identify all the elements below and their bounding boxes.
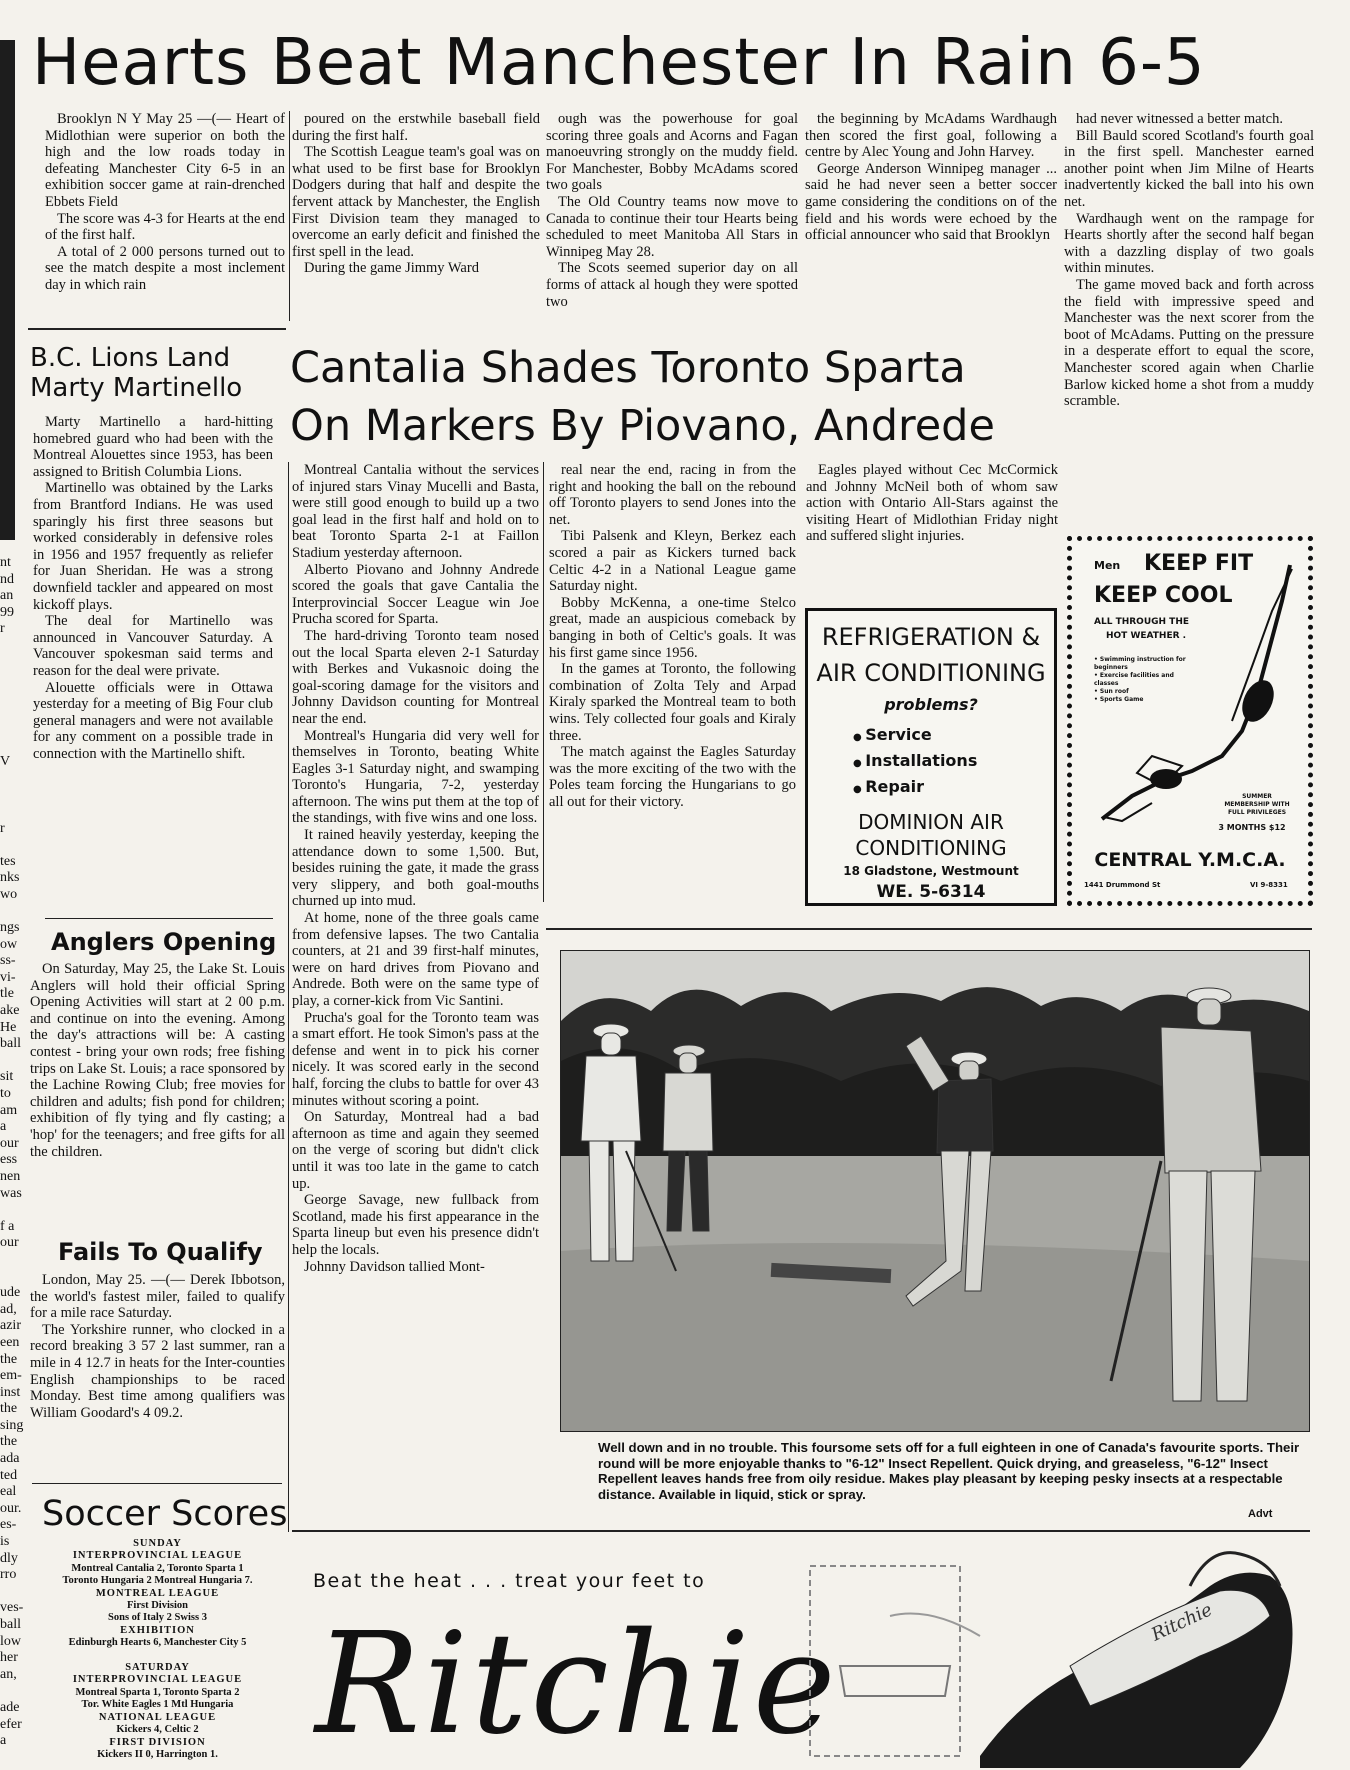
edge-fragment: ngs <box>0 920 20 936</box>
edge-fragment: V <box>0 754 11 770</box>
scores-heading: NATIONAL LEAGUE <box>98 1711 217 1723</box>
edge-fragment: a <box>0 1733 7 1749</box>
ymca-keep-fit: KEEP FIT <box>1144 551 1254 576</box>
edge-fragment: ake <box>0 1003 20 1019</box>
photo-caption: Well down and in no trouble. This foursome sets off for a full eighteen in one of Canada's favourite sports. Their round will be more enjoyable thanks to "6-12" Insect Repellent. Quick drying, and greaseless, "6-12" Insect Repellent leaves hands free from oily residue. Makes play pleasant by keeping pesky insects at a respectable distance. Available in liquid, stick or spray. <box>598 1440 1300 1502</box>
scores-line: First Division <box>127 1600 188 1612</box>
section-divider <box>28 328 286 330</box>
edge-fragment: our <box>0 1135 19 1151</box>
edge-fragment <box>0 688 24 705</box>
scores-heading: EXHIBITION <box>120 1624 195 1636</box>
edge-fragment: the <box>0 1401 18 1417</box>
edge-fragment: r <box>0 820 5 836</box>
paragraph: Marty Martinello a hard-hitting homebred guard who had been with the Montreal Alouettes since 1953, has been assigned to British Columbia Lions. <box>33 414 273 480</box>
edge-fragment: am <box>0 1102 18 1118</box>
paragraph: The Yorkshire runner, who clocked in a record breaking 3 57 2 last summer, ran a mile in 4 12.7 in heats for the Inter-counties English championships to be raced Monday. Best time among qualifiers was William Goodard's 4 09.2. <box>30 1321 285 1421</box>
edge-fragment: dly <box>0 1550 18 1566</box>
edge-fragment: wo <box>0 886 18 902</box>
paragraph: A total of 2 000 persons turned out to see the match despite a most inclement day in which rain <box>45 243 285 293</box>
edge-fragment: the <box>0 1434 18 1450</box>
cantalia-headline-2: On Markers By Piovano, Andrede <box>290 401 995 451</box>
edge-fragment: een <box>0 1334 20 1350</box>
edge-fragment <box>0 738 24 755</box>
edge-fragment: inst <box>0 1384 21 1400</box>
refrig-service-label: Repair <box>865 777 925 796</box>
edge-fragment: ude <box>0 1285 21 1301</box>
paragraph: At home, none of the three goals came from defensive lapses. The two Cantalia counters, at 21 and 39 first-half minutes, were on hard drives from Piovano and Andrede. Both were on the same type of play, a corner-kick from Vic Santini. <box>292 910 539 1009</box>
paragraph: had never witnessed a better match. <box>1076 111 1283 127</box>
paragraph: Tibi Palsenk and Kleyn, Berkez each scored a pair as Kickers turned back Celtic 4-2 in a National League game Saturday night. <box>549 528 796 595</box>
ymca-keep-cool: KEEP COOL <box>1094 583 1233 608</box>
section-divider <box>32 1483 282 1484</box>
paragraph: real near the end, racing in from the right and hooking the ball on the rebound off Toronto players to send Jones into the net. <box>549 462 796 528</box>
edge-fragment <box>0 903 24 920</box>
edge-fragment <box>0 655 24 672</box>
scores-line: Kickers II 0, Harrington 1. <box>97 1748 218 1760</box>
column-rule <box>289 111 290 321</box>
edge-fragment: a <box>0 1119 7 1135</box>
ymca-feature: • Exercise facilities and classes <box>1094 672 1174 687</box>
golf-photo-image <box>561 951 1309 1431</box>
edge-fragment <box>0 1683 24 1700</box>
hearts-column-1 <box>45 111 285 325</box>
ymca-feature: • Swimming instruction for beginners <box>1094 656 1186 671</box>
column-rule <box>288 462 289 1532</box>
edge-fragment: an <box>0 588 14 604</box>
scores-line: Kickers 4, Celtic 2 <box>116 1724 199 1736</box>
edge-fragment: is <box>0 1534 10 1550</box>
edge-fragment <box>0 787 24 804</box>
ritchie-brand: Ritchie <box>315 1603 839 1766</box>
cantalia-headline-1: Cantalia Shades Toronto Sparta <box>290 343 966 393</box>
edge-fragment <box>0 638 24 655</box>
ymca-address: 1441 Drummond St <box>1084 881 1161 889</box>
paragraph: Bobby McKenna, a one-time Stelco great, made an auspicious comeback by banging in both of Celtic's goals. It was his first game since 1956. <box>549 594 796 661</box>
ritchie-tagline: Beat the heat . . . treat your feet to <box>313 1570 706 1592</box>
scores-heading: INTERPROVINCIAL LEAGUE <box>72 1674 243 1686</box>
photo-advt: Advt <box>1248 1508 1273 1520</box>
hearts-column-3 <box>546 111 798 325</box>
paragraph: The score was 4-3 for Hearts at the end of the first half. <box>45 210 285 244</box>
main-headline: Hearts Beat Manchester In Rain 6-5 <box>32 26 1206 100</box>
lions-body <box>33 414 273 912</box>
ymca-name: CENTRAL Y.M.C.A. <box>1094 849 1286 871</box>
refrig-phone: WE. 5-6314 <box>876 882 986 902</box>
bullet-icon: ● <box>853 758 866 769</box>
paragraph: Montreal's Hungaria did very well for themselves in Toronto, beating White Eagles 3-1 Saturday night, and swamping Toronto's Hungaria, 7-2, yesterday afternoon. The wins put them at the top of the standings, with five wins and one loss. <box>292 727 539 827</box>
scores-heading: MONTREAL LEAGUE <box>95 1587 220 1599</box>
edge-fragment <box>0 704 24 721</box>
section-divider <box>292 1530 1310 1532</box>
refrig-address: 18 Gladstone, Westmount <box>843 864 1019 878</box>
refrig-company-1: DOMINION AIR <box>858 810 1004 834</box>
edge-fragment <box>0 771 24 788</box>
paragraph: Bill Bauld scored Scotland's fourth goal in the first spell. Manchester earned another point when Jim Milne of Hearts inadvertently kicked the ball into his own net. <box>1064 127 1314 210</box>
edge-fragment: our. <box>0 1500 22 1516</box>
edge-fragment: He <box>0 1019 17 1035</box>
lions-headline: B.C. Lions Land Marty Martinello <box>30 343 243 403</box>
scores-line: Edinburgh Hearts 6, Manchester City 5 <box>68 1637 247 1649</box>
edge-fragment: sit <box>0 1069 14 1085</box>
edge-fragment: em- <box>0 1368 22 1384</box>
edge-fragment: azir <box>0 1318 21 1334</box>
scores-line: Montreal Cantalia 2, Toronto Sparta 1 <box>71 1562 244 1574</box>
scores-heading: SUNDAY <box>133 1538 182 1549</box>
scores-line: Sons of Italy 2 Swiss 3 <box>108 1612 207 1624</box>
ymca-hot: HOT WEATHER . <box>1106 631 1187 641</box>
scores-headline: Soccer Scores <box>42 1494 288 1534</box>
cantalia-column-3 <box>806 462 1058 592</box>
edge-fragment <box>0 721 24 738</box>
edge-fragment: to <box>0 1086 11 1101</box>
ymca-ad <box>1067 536 1313 906</box>
ymca-price: 3 MONTHS $12 <box>1218 823 1286 832</box>
refrig-service-item <box>853 723 1054 749</box>
edge-fragment: eal <box>0 1484 17 1500</box>
edge-fragment: tes <box>0 853 16 869</box>
hearts-column-5 <box>1064 111 1314 506</box>
edge-fragment: 99 <box>0 604 14 620</box>
paragraph: The match against the Eagles Saturday was the more exciting of the two with the Poles team forcing the Hungarians to go all out for their victory. <box>549 744 796 810</box>
paragraph: During the game Jimmy Ward <box>304 260 479 277</box>
refrig-company-2: CONDITIONING <box>855 836 1007 860</box>
paragraph: Prucha's goal for the Toronto team was a smart effort. He took Simon's pass at the defense and went in to pick his corner nicely. It was scored early in the second half, forcing the clubs to battle for over 43 minutes without scoring a point. <box>292 1009 539 1109</box>
edge-fragment: nen <box>0 1168 21 1184</box>
edge-fragment <box>0 804 24 821</box>
paragraph: Alberto Piovano and Johnny Andrede scored the goals that gave Cantalia the Interprovincial Soccer League win Joe Prucha scored for Sparta. <box>292 561 539 628</box>
paragraph: ough was the powerhouse for goal scoring three goals and Acorns and Fagan manoeuvring strongly on the muddy field. For Manchester, Bobby McAdams scored two goals <box>546 111 798 194</box>
hearts-column-2 <box>292 111 540 325</box>
edge-fragment: rro <box>0 1567 17 1583</box>
refrig-title-1: REFRIGERATION & <box>821 623 1041 651</box>
edge-fragment: ball <box>0 1036 21 1052</box>
scores-line: Montreal Sparta 1, Toronto Sparta 2 <box>75 1686 240 1698</box>
edge-fragment: efer <box>0 1716 22 1732</box>
cantalia-column-1 <box>292 462 539 1528</box>
column-rule <box>543 462 544 902</box>
edge-fragment: the <box>0 1351 18 1367</box>
edge-fragment: ss- <box>0 953 16 969</box>
paragraph: The hard-driving Toronto team nosed out the local Sparta eleven 2-1 Saturday with Berkes and Vukasnoic doing the goal-scoring damage for the visitors and Johnny Davidson counting for Montreal near the end. <box>292 627 539 727</box>
golf-photo <box>560 950 1310 1432</box>
edge-fragment: was <box>0 1185 22 1201</box>
refrig-services-list <box>808 723 1054 801</box>
paragraph: On Saturday, May 25, the Lake St. Louis Anglers will hold their official Spring Opening Activities will start at 2 00 p.m. and continue on into the evening. Among the day's attractions will be: A casting contest - bring your own rods; free fishing trips on Lake St. Louis; a race sponsored by the Lachine Rowing Club; free movies for children and adults; fish pond for children; exhibition of fly tying and fly casting; a 'hop' for the teenagers; and free gifts for all the children. <box>30 961 285 1160</box>
edge-fragment <box>0 671 24 688</box>
edge-fragment <box>0 1053 24 1070</box>
edge-fragment: ade <box>0 1699 20 1715</box>
scores-line <box>30 1650 285 1662</box>
anglers-headline: Anglers Opening <box>51 928 277 956</box>
section-divider <box>546 928 1312 930</box>
edge-fragment: ad, <box>0 1301 17 1317</box>
paragraph: The game moved back and forth across the field with impressive speed and Manchester was the next scorer from the boot of McAdams. Putting on the pressure in a desperate effort to equal the score, Manchester scored again when Charlie Barlow kicked home a shot from a muddy scramble. <box>1064 276 1314 410</box>
fails-headline: Fails To Qualify <box>58 1238 263 1266</box>
svg-text:Ritchie: Ritchie <box>1148 1599 1216 1646</box>
left-edge-column <box>0 555 24 1755</box>
refrig-service-item <box>853 749 1054 775</box>
paragraph: London, May 25. —(— Derek Ibbotson, the world's fastest miler, failed to qualify for a mile race Saturday. <box>30 1272 285 1322</box>
edge-fragment: r <box>0 621 5 637</box>
scores-line: Tor. White Eagles 1 Mtl Hungaria <box>81 1699 234 1711</box>
ymca-feature: • Sun roof <box>1094 688 1129 695</box>
edge-fragment: nks <box>0 870 20 886</box>
paragraph: Martinello was obtained by the Larks from Brantford Indians. He was used sparingly his first three seasons but worked considerably in defensive roles in 1956 and 1957 frequently as reliefer for Juan Sheridan. He was a strong downfield tackler and appeared on most kickoff plays. <box>33 480 273 613</box>
edge-fragment <box>0 1269 24 1286</box>
edge-fragment: ow <box>0 936 18 952</box>
paragraph: Brooklyn N Y May 25 —(— Heart of Midlothian were superior on both the high and the low roads today in defeating Manchester City 6-5 in an exhibition soccer game at rain-drenched Ebbets Field <box>45 111 285 210</box>
paragraph: George Savage, new fullback from Scotland, made his first appearance in the Sparta lineup but even his presence didn't help the locals. <box>292 1192 539 1258</box>
refrig-problems: problems? <box>884 695 978 714</box>
edge-fragment: vi- <box>0 969 16 985</box>
ymca-through: ALL THROUGH THE <box>1094 617 1190 627</box>
paragraph: The Scots seemed superior day on all forms of attack al hough they were spotted two <box>546 260 798 310</box>
bullet-icon: ● <box>853 784 866 795</box>
edge-fragment: an, <box>0 1666 17 1682</box>
edge-fragment: f a <box>0 1218 15 1234</box>
paragraph: Montreal Cantalia without the services of injured stars Vinay Mucelli and Basta, were still good enough to build up a two goal lead in the first half and hold on to beat Toronto Sparta 2-1 at Faillon Stadium yesterday afternoon. <box>292 462 539 561</box>
paragraph: Wardhaugh went on the rampage for Hearts shortly after the second half began with a dazzling display of two goals within minutes. <box>1064 210 1314 277</box>
refrig-service-label: Installations <box>865 751 978 770</box>
edge-fragment: es- <box>0 1517 17 1533</box>
scores-heading: SATURDAY <box>125 1662 190 1674</box>
scores-heading: FIRST DIVISION <box>109 1736 206 1748</box>
paragraph: George Anderson Winnipeg manager ... said he had never seen a better soccer game considering the conditions on of the field and his words were echoed by the official announcer who said that Brooklyn <box>805 160 1057 244</box>
edge-fragment: sing <box>0 1417 24 1433</box>
refrig-service-label: Service <box>865 725 932 744</box>
anglers-body <box>30 961 285 1227</box>
ymca-summer: SUMMER MEMBERSHIP WITH FULL PRIVILEGES <box>1224 793 1290 816</box>
fails-body <box>30 1272 285 1480</box>
paragraph: Johnny Davidson tallied Mont- <box>304 1258 485 1275</box>
ymca-feature: • Sports Game <box>1094 696 1144 703</box>
edge-fragment: tle <box>0 986 14 1002</box>
edge-fragment <box>0 837 24 854</box>
edge-fragment: nt <box>0 555 11 570</box>
edge-fragment: low <box>0 1633 21 1649</box>
edge-fragment: ball <box>0 1617 21 1632</box>
edge-fragment <box>0 1252 24 1269</box>
paragraph: Alouette officials were in Ottawa yesterday for a meeting of Big Four club general managers and were not available for any comment on a possible trade in connection with the Martinello shift. <box>33 679 273 762</box>
paragraph: It rained heavily yesterday, keeping the attendance down to some 1,500. But, besides ruining the gate, it made the grass very slippery, and both goal-mouths churned up into mud. <box>292 827 539 910</box>
edge-fragment: our <box>0 1235 19 1251</box>
edge-fragment <box>0 1584 24 1601</box>
edge-fragment: nd <box>0 571 14 587</box>
paragraph: The deal for Martinello was announced in Vancouver Saturday. A Vancouver spokesman said terms and reason for the deal were private. <box>33 613 273 679</box>
paragraph: poured on the erstwhile baseball field during the first half. <box>292 111 540 144</box>
cantalia-column-2 <box>549 462 796 902</box>
paragraph: the beginning by McAdams Wardhaugh then scored the first goal, following a centre by Alec Young and John Harvey. <box>805 111 1057 161</box>
scores-list <box>30 1538 285 1761</box>
bullet-icon: ● <box>853 732 866 743</box>
refrigeration-ad <box>805 608 1057 906</box>
edge-fragment: her <box>0 1650 18 1666</box>
edge-fragment <box>0 1202 24 1219</box>
paragraph: On Saturday, Montreal had a bad afternoon as time and again they seemed on the verge of scoring but didn't click until it was too late in the game to catch up. <box>292 1109 539 1192</box>
refrig-title-2: AIR CONDITIONING <box>816 659 1046 687</box>
ymca-phone: VI 9-8331 <box>1250 881 1288 889</box>
edge-fragment: ada <box>0 1451 20 1467</box>
edge-fragment: ted <box>0 1467 18 1483</box>
hearts-column-4 <box>805 111 1057 325</box>
paragraph: The Old Country teams now move to Canada to continue their tour Hearts being scheduled to meet Manitoba All Stars in Winnipeg May 28. <box>546 193 798 260</box>
paragraph: In the games at Toronto, the following combination of Zolta Tely and Arpad Kiraly sparked the Montreal team to both wins. Tely collected four goals and Kiraly three. <box>549 661 796 744</box>
refrig-service-item <box>853 775 1054 801</box>
paragraph: The Scottish League team's goal was on what used to be first base for Brooklyn Dodgers during that half and despite the fervent attack by Manchester, the English First Division team they managed to overcome an early deficit and finished the first spell in the lead. <box>292 144 540 260</box>
scores-heading: INTERPROVINCIAL LEAGUE <box>72 1550 243 1562</box>
left-edge-block <box>0 40 15 540</box>
ymca-men: Men <box>1094 559 1121 572</box>
scores-line: Toronto Hungaria 2 Montreal Hungaria 7. <box>62 1575 253 1587</box>
paragraph: Eagles played without Cec McCormick and Johnny McNeil both of whom saw action with Ontario All-Stars against the visiting Heart of Midlothian Friday night and suffered slight injuries. <box>806 462 1058 545</box>
edge-fragment: ess <box>0 1152 18 1168</box>
edge-fragment: ves- <box>0 1600 24 1616</box>
shoe-illustration <box>770 1546 1310 1768</box>
section-divider <box>45 918 273 919</box>
